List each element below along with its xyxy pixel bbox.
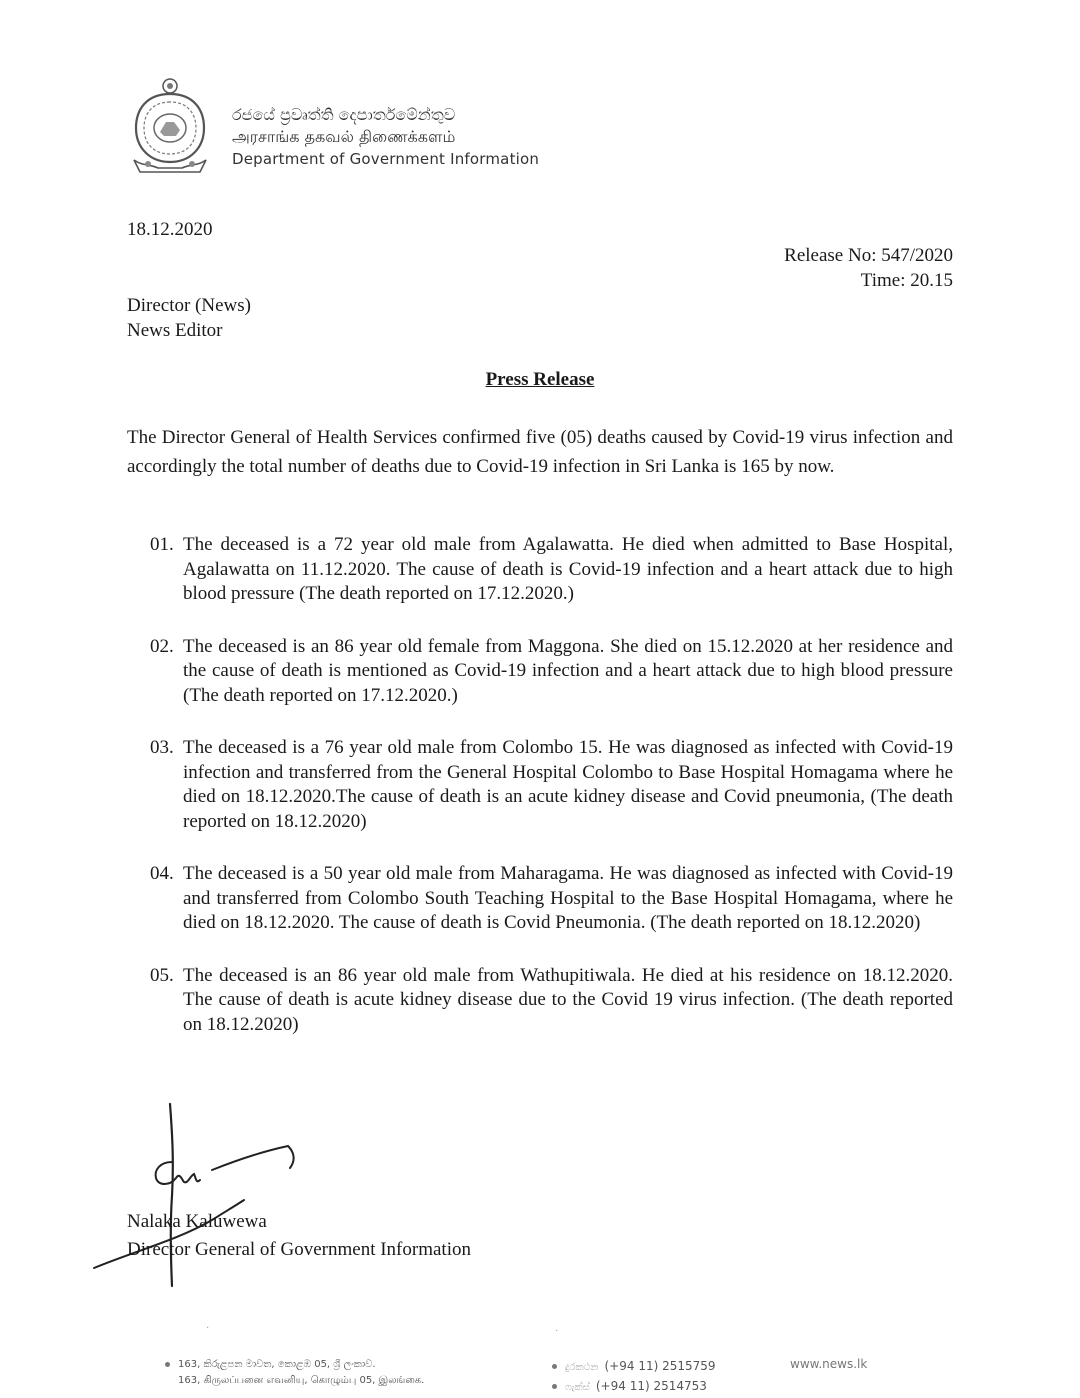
list-item (150, 964, 953, 1038)
department-name-tamil: அரசாங்க தகவல் திணைக்களம் (232, 127, 456, 146)
intro-paragraph: The Director General of Health Services confirmed five (05) deaths caused by Covid-19 virus infection and accordingly the total number of deaths due to Covid-19 infection in Sri Lanka is 165 by now. (127, 427, 953, 477)
item-text: The deceased is a 50 year old male from Maharagama. He was diagnosed as infected with Covid-19 and transferred from Colombo South Teaching Hospital to the Base Hospital Homagama, where he died on 18.12.2020. The cause of death is Covid Pneumonia. (The death reported on 18.12.2020) (183, 863, 953, 933)
department-name (232, 104, 539, 170)
signer-name: Nalaka Kaluwewa (127, 1211, 267, 1232)
item-number: 05. (150, 964, 174, 986)
page-title: Press Release (485, 369, 595, 390)
bullet-icon (552, 1384, 557, 1389)
fax-number: (+94 11) 2514753 (595, 1379, 707, 1393)
list-item (150, 862, 953, 936)
deaths-list (150, 533, 953, 1065)
release-number: Release No: 547/2020 (784, 245, 953, 266)
sri-lanka-emblem-icon (128, 72, 212, 176)
footer-address-sinhala: 163, කිරුළපන මාවත, කොළඹ 05, ශ්‍රී ලංකාව. (178, 1359, 376, 1370)
item-text: The deceased is an 86 year old male from Wathupitiwala. He died at his residence on 18.12.2020. The cause of death is acute kidney disease due to the Covid 19 virus infection. (The death reported on 18.12.2020) (183, 964, 953, 1035)
department-name-english: Department of Government Information (232, 150, 540, 168)
addressee-block (127, 293, 251, 343)
phone-number: (+94 11) 2515759 (604, 1359, 716, 1373)
item-number: 01. (150, 534, 174, 555)
department-name-sinhala: රජයේ ප්‍රවෘත්ති දෙපාර්තමේන්තුව (232, 105, 456, 124)
bullet-icon (552, 1364, 557, 1369)
item-number: 03. (150, 737, 174, 758)
release-date: 18.12.2020 (127, 219, 213, 240)
addressee-line: News Editor (127, 320, 223, 341)
signature-block (127, 1208, 471, 1264)
item-text: The deceased is an 86 year old female from Maggona. She died on 15.12.2020 at her residence and the cause of death is mentioned as Covid-19 infection and a heart attack due to high blood pressure (The death reported on 17.12.2020.) (183, 635, 953, 706)
scan-speck: · (206, 1323, 210, 1334)
release-info (784, 243, 953, 293)
footer-address (165, 1357, 424, 1389)
letterhead-footer (0, 1355, 1080, 1398)
footer-address-tamil: 163, கிருலப்பனை எவனியு, கொழும்பு 05, இலங்கை. (178, 1375, 425, 1386)
item-number: 04. (150, 863, 174, 884)
addressee-line: Director (News) (127, 295, 251, 316)
fax-label: ෆැක්ස් (565, 1382, 590, 1393)
list-item (150, 533, 953, 607)
footer-website: www.news.lk (790, 1357, 868, 1371)
list-item (150, 635, 953, 709)
item-text: The deceased is a 72 year old male from Agalawatta. He died when admitted to Base Hospital, Agalawatta on 11.12.2020. The cause of death is Covid-19 infection and a heart attack due to high blood pressure (The death reported on 17.12.2020.) (183, 534, 953, 604)
item-text: The deceased is a 76 year old male from Colombo 15. He was diagnosed as infected with Covid-19 infection and transferred from the General Hospital Colombo to Base Hospital Homagama where he died on 18.12.2020.The cause of death is an acute kidney disease and Covid pneumonia, (The death reported on 18.12.2020) (183, 737, 953, 832)
signer-title: Director General of Government Information (127, 1239, 471, 1260)
item-number: 02. (150, 635, 174, 657)
scan-speck: · (555, 1326, 559, 1337)
list-item (150, 736, 953, 834)
bullet-icon (165, 1362, 170, 1367)
footer-contacts (552, 1357, 716, 1397)
phone-label: දුරකථන (565, 1362, 599, 1373)
release-time: Time: 20.15 (860, 270, 953, 291)
